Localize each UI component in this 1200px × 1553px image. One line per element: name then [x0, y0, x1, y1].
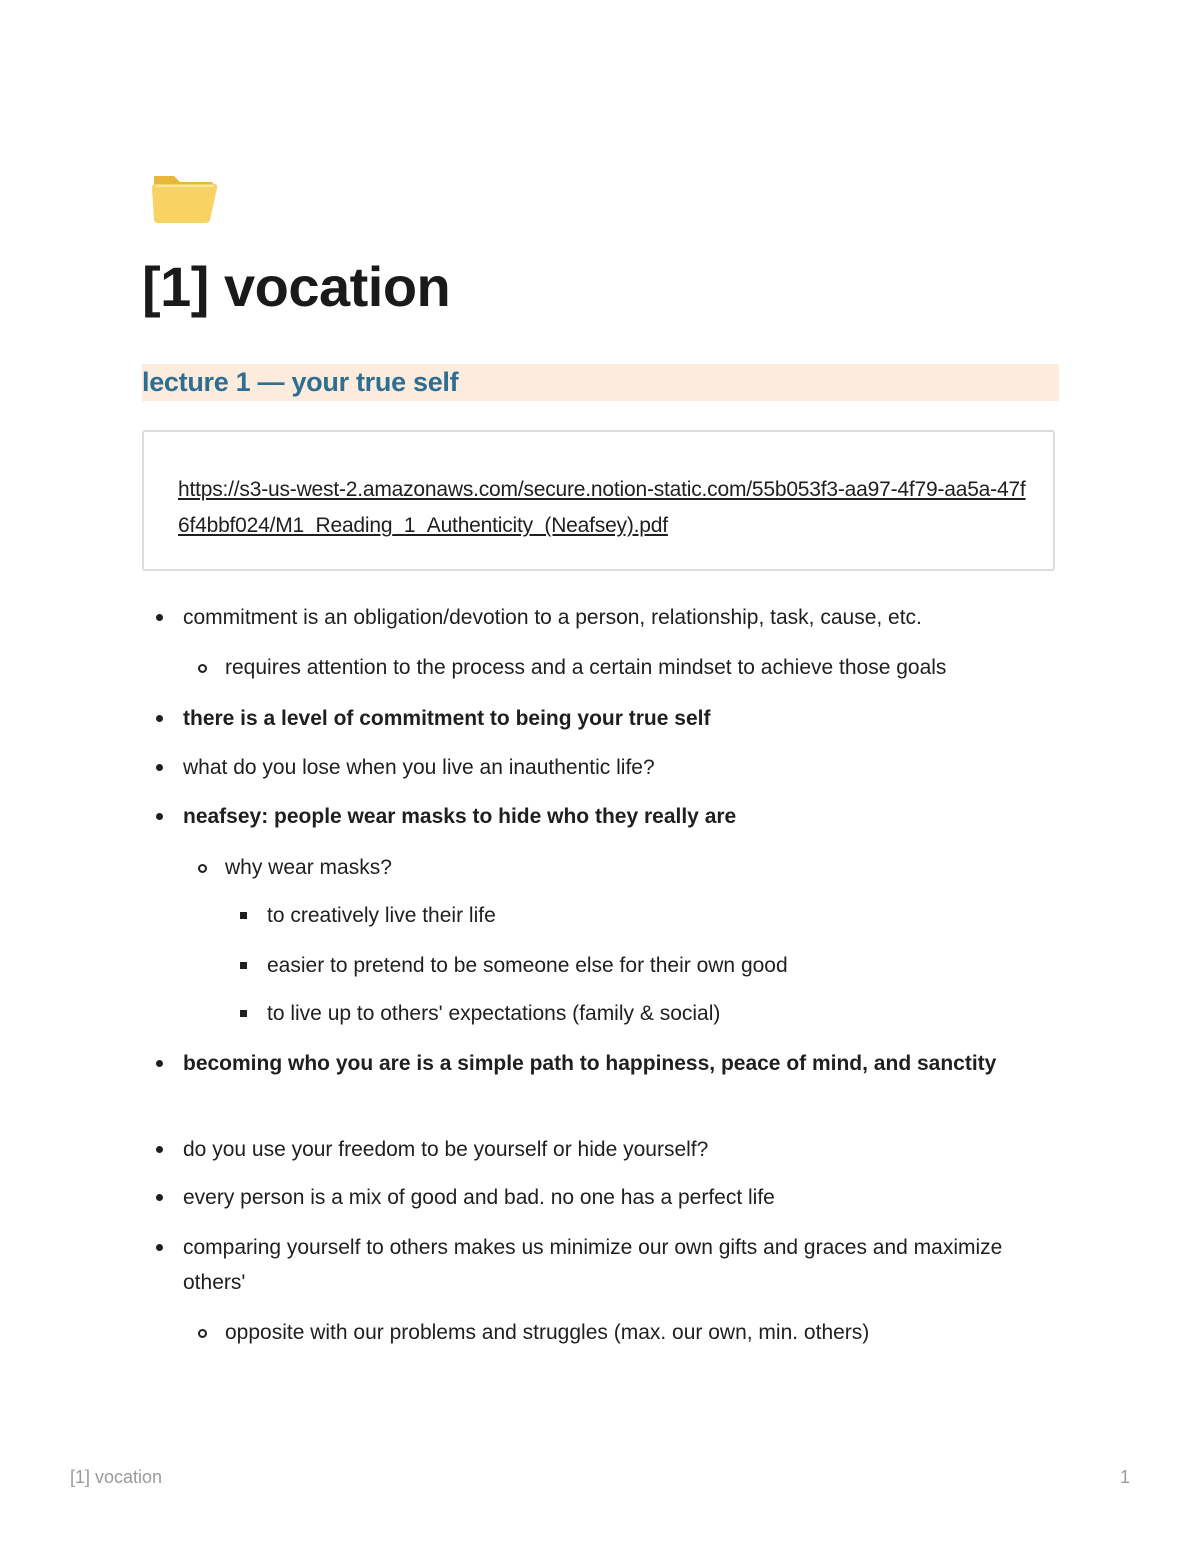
bullet-disc-icon [156, 813, 163, 820]
list-item: opposite with our problems and struggles (max. our own, min. others) [225, 1321, 870, 1344]
bullet-disc-icon [156, 1060, 163, 1067]
bookmark-block[interactable] [142, 430, 1055, 571]
list-item: every person is a mix of good and bad. no one has a perfect life [183, 1186, 775, 1209]
bullet-circle-icon [198, 1329, 207, 1338]
bullet-disc-icon [156, 764, 163, 771]
bookmark-link[interactable]: https://s3-us-west-2.amazonaws.com/secure.notion-static.com/55b053f3-aa97-4f79-aa5a-47f6f4bbf024/M1_Reading_1_Authenticity_(Neafsey).pdf [178, 478, 1026, 537]
list-item: do you use your freedom to be yourself or hide yourself? [183, 1138, 709, 1161]
list-item: requires attention to the process and a certain mindset to achieve those goals [225, 656, 947, 679]
bullet-circle-icon [198, 864, 207, 873]
bullet-disc-icon [156, 715, 163, 722]
section-heading: lecture 1 — your true self [142, 364, 1059, 401]
bullet-disc-icon [156, 1244, 163, 1251]
list-item: becoming who you are is a simple path to happiness, peace of mind, and sanctity [183, 1052, 997, 1075]
footer-title: [1] vocation [70, 1467, 163, 1487]
bullet-circle-icon [198, 664, 207, 673]
page-title: [1] vocation [142, 255, 451, 318]
list-item: there is a level of commitment to being your true self [183, 707, 711, 730]
list-item: comparing yourself to others makes us minimize our own gifts and graces and maximize others' [183, 1236, 1003, 1294]
list-item: to live up to others' expectations (family & social) [267, 1002, 721, 1025]
list-item: neafsey: people wear masks to hide who they really are [183, 805, 737, 828]
list-item: what do you lose when you live an inauthentic life? [183, 756, 655, 779]
bullet-square-icon [240, 1010, 247, 1017]
list-item: to creatively live their life [267, 904, 496, 927]
footer-page-number: 1 [1119, 1467, 1130, 1487]
list-item: commitment is an obligation/devotion to a person, relationship, task, cause, etc. [183, 606, 922, 629]
bullet-square-icon [240, 962, 247, 969]
list-item: easier to pretend to be someone else for their own good [267, 954, 788, 977]
folder-icon [150, 166, 218, 224]
bullet-square-icon [240, 912, 247, 919]
bullet-disc-icon [156, 1146, 163, 1153]
bullet-disc-icon [156, 614, 163, 621]
bullet-disc-icon [156, 1194, 163, 1201]
list-item: why wear masks? [225, 856, 392, 879]
